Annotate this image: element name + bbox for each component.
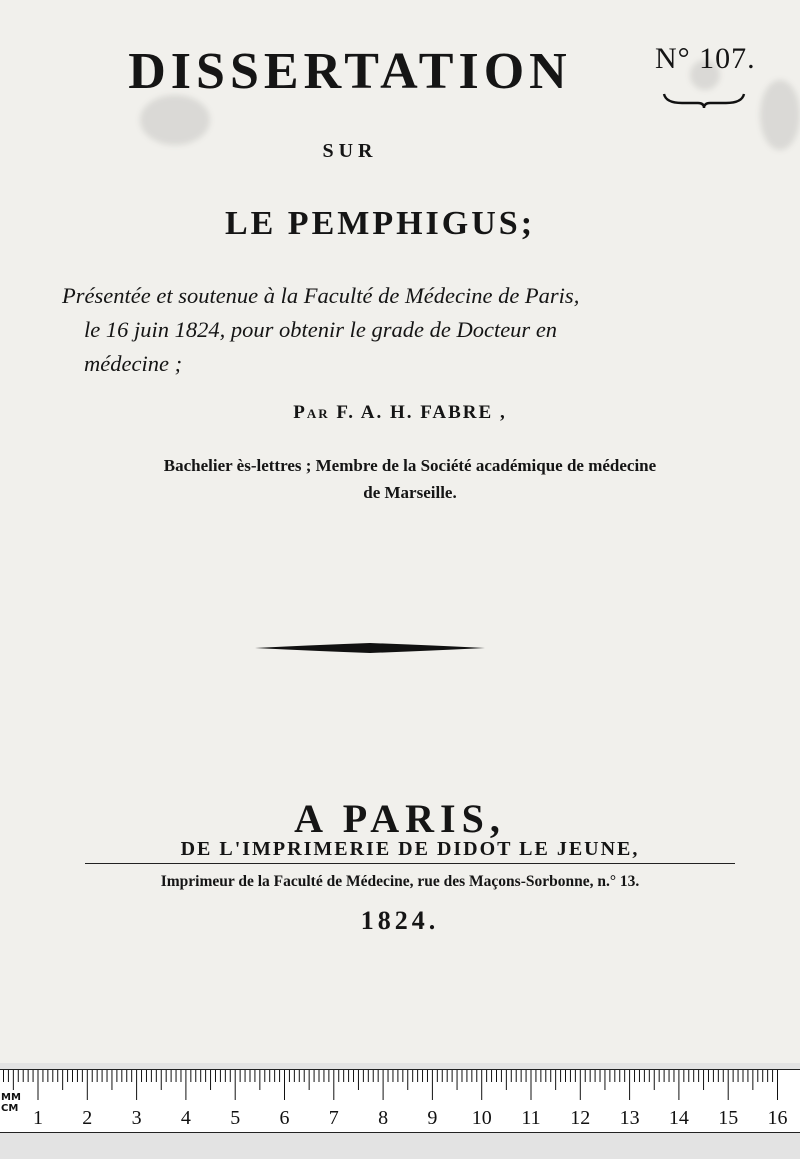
document-number: N° 107. [655,42,756,75]
presentation-text [62,279,762,381]
ruler-number: 5 [230,1107,241,1129]
author-prefix: Par [293,402,330,423]
ruler-number: 11 [521,1107,541,1129]
ruler-number: 15 [718,1107,739,1129]
ruler-number: 12 [570,1107,591,1129]
ruler-number: 3 [131,1107,142,1129]
measuring-ruler [0,1063,800,1159]
ruler-number: 10 [471,1107,492,1129]
imprint-address: Imprimeur de la Faculté de Médecine, rue des Maçons-Sorbonne, n.° 13. [160,873,640,890]
presentation-line: le 16 juin 1824, pour obtenir le grade de Docteur en [84,317,558,342]
imprint-printer: DE L'IMPRIMERIE DE DIDOT LE JEUNE, [85,838,735,864]
paper-stain [760,80,800,150]
ruler-ticks [0,1070,800,1110]
ruler-number: 6 [279,1107,290,1129]
imprint-year: 1824. [360,906,440,935]
ruler-number: 2 [82,1107,93,1129]
ruler-number: 9 [427,1107,438,1129]
ruler-number: 1 [33,1107,43,1129]
ruler-number: 13 [619,1107,640,1129]
decorative-rule [255,641,485,655]
document-title: DISSERTATION [128,43,572,100]
presentation-line: médecine ; [84,351,183,376]
ruler-number: 8 [378,1107,389,1129]
presentation-line: Présentée et soutenue à la Faculté de Médecine de Paris, [62,283,580,308]
ruler-number: 16 [767,1107,788,1129]
ruler-unit-cm: CM [1,1103,19,1114]
document-subtitle: LE PEMPHIGUS; [224,205,536,242]
author-name: F. A. H. FABRE , [336,402,507,423]
brace-ornament [662,90,746,110]
author-qualifications [60,452,760,506]
ruler-body [0,1069,800,1133]
imprint-city: A PARIS, [294,796,506,841]
qualification-line: de Marseille. [363,483,457,502]
ruler-number: 4 [180,1107,191,1129]
title-connector: SUR [322,140,378,162]
author-line [0,402,800,424]
paper-stain [140,95,210,145]
ruler-number: 7 [328,1107,339,1129]
qualification-line: Bachelier ès-lettres ; Membre de la Société académique de médecine [163,456,657,475]
ruler-unit-mm: MM [1,1092,21,1103]
ruler-number: 14 [668,1107,689,1129]
